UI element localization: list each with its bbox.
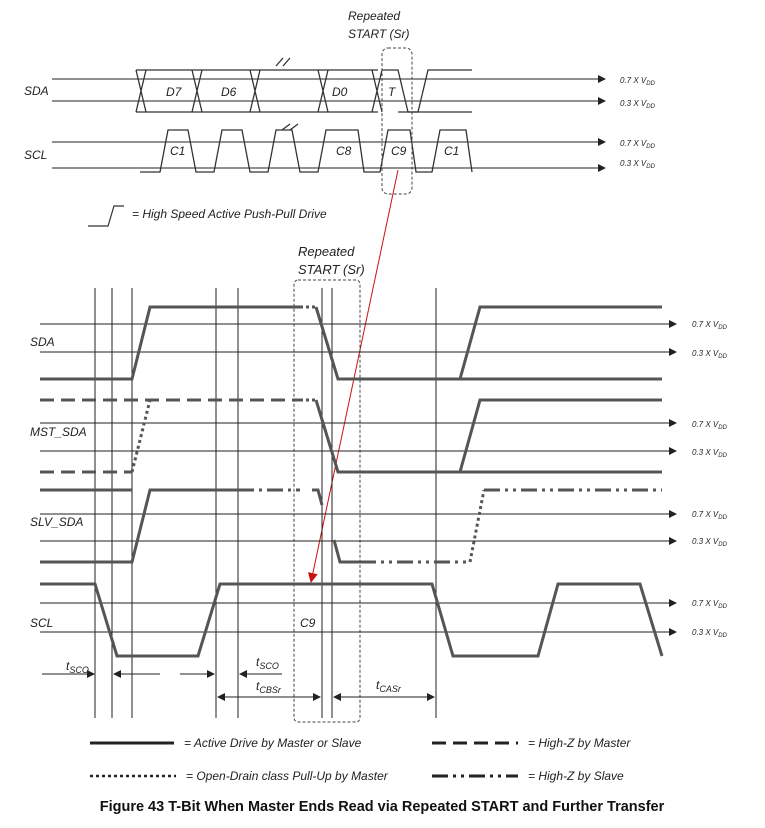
svg-text:0.3 X VDD: 0.3 X $V_{DD}$ <box>692 349 727 360</box>
bottom-c9-label: C9 <box>300 616 316 630</box>
top-data-d0: D0 <box>332 85 348 99</box>
svg-text:0.3 X VDD: 0.3 X $V_{DD}$ <box>692 537 727 548</box>
signal-sda-label: SDA <box>30 335 55 349</box>
signal-scl-label: SCL <box>30 616 54 630</box>
legend-active-drive-text: = Active Drive by Master or Slave <box>184 736 362 750</box>
top-diagram <box>24 9 656 226</box>
sda-trace <box>40 307 662 379</box>
legend-highz-slave-text: = High-Z by Slave <box>528 769 624 783</box>
svg-text:0.7 X VDD: 0.7 X $V_{DD}$ <box>692 510 727 521</box>
svg-text:0.7 X VDD: 0.7 X $V_{DD}$ <box>692 599 727 610</box>
signal-mst-sda-label: MST_SDA <box>30 425 87 439</box>
signal-slv-sda-label: SLV_SDA <box>30 515 84 529</box>
t-sco-left-label: $t_{SCO}$ <box>66 659 89 675</box>
top-clock-c8: C8 <box>336 144 352 158</box>
t-casr-label: $t_{CASr}$ <box>376 678 401 694</box>
bottom-threshold-labels <box>692 320 728 639</box>
top-sda-label: SDA <box>24 84 49 98</box>
top-repeated-start-line2: START (Sr) <box>348 27 410 41</box>
push-pull-legend-text: = High Speed Active Push-Pull Drive <box>132 207 327 221</box>
bottom-repeated-start-line2: START (Sr) <box>298 262 365 277</box>
bottom-diagram <box>30 244 728 722</box>
t-cbsr-label: $t_{CBSr}$ <box>256 679 281 695</box>
top-clock-c1: C1 <box>170 144 186 158</box>
svg-text:0.3 X VDD: 0.3 X $V_{DD}$ <box>620 159 655 170</box>
t-sco-right-label: $t_{SCO}$ <box>256 655 279 671</box>
svg-text:0.7 X VDD: 0.7 X $V_{DD}$ <box>620 76 655 87</box>
mst-sda-trace <box>40 400 662 472</box>
bottom-repeated-start-line1: Repeated <box>298 244 355 259</box>
c9-link-arrow <box>311 170 398 582</box>
push-pull-legend-icon <box>88 206 124 226</box>
figure-caption: Figure 43 T-Bit When Master Ends Read via Repeated START and Further Transfer <box>99 799 665 815</box>
legend-highz-master-text: = High-Z by Master <box>528 736 631 750</box>
top-data-t: T <box>388 85 396 99</box>
top-threshold-labels <box>620 76 656 170</box>
svg-text:0.3 X VDD: 0.3 X $V_{DD}$ <box>620 99 655 110</box>
top-data-d6: D6 <box>221 85 237 99</box>
top-scl-trace <box>140 124 472 172</box>
top-clock-c1b: C1 <box>444 144 460 158</box>
scl-trace <box>40 584 662 656</box>
top-clock-c9: C9 <box>391 144 407 158</box>
line-style-legend <box>90 736 631 783</box>
svg-text:0.7 X VDD: 0.7 X $V_{DD}$ <box>692 320 727 331</box>
svg-text:0.7 X VDD: 0.7 X $V_{DD}$ <box>620 139 655 150</box>
top-scl-label: SCL <box>24 148 48 162</box>
top-reference-lines <box>52 79 605 168</box>
top-repeated-start-line1: Repeated <box>348 9 401 23</box>
slv-sda-trace <box>40 490 662 562</box>
svg-text:0.3 X VDD: 0.3 X $V_{DD}$ <box>692 448 727 459</box>
top-sda-trace <box>136 58 472 112</box>
top-data-d7: D7 <box>166 85 182 99</box>
legend-open-drain-text: = Open-Drain class Pull-Up by Master <box>186 769 388 783</box>
svg-text:0.3 X VDD: 0.3 X $V_{DD}$ <box>692 628 727 639</box>
svg-text:0.7 X VDD: 0.7 X $V_{DD}$ <box>692 420 727 431</box>
